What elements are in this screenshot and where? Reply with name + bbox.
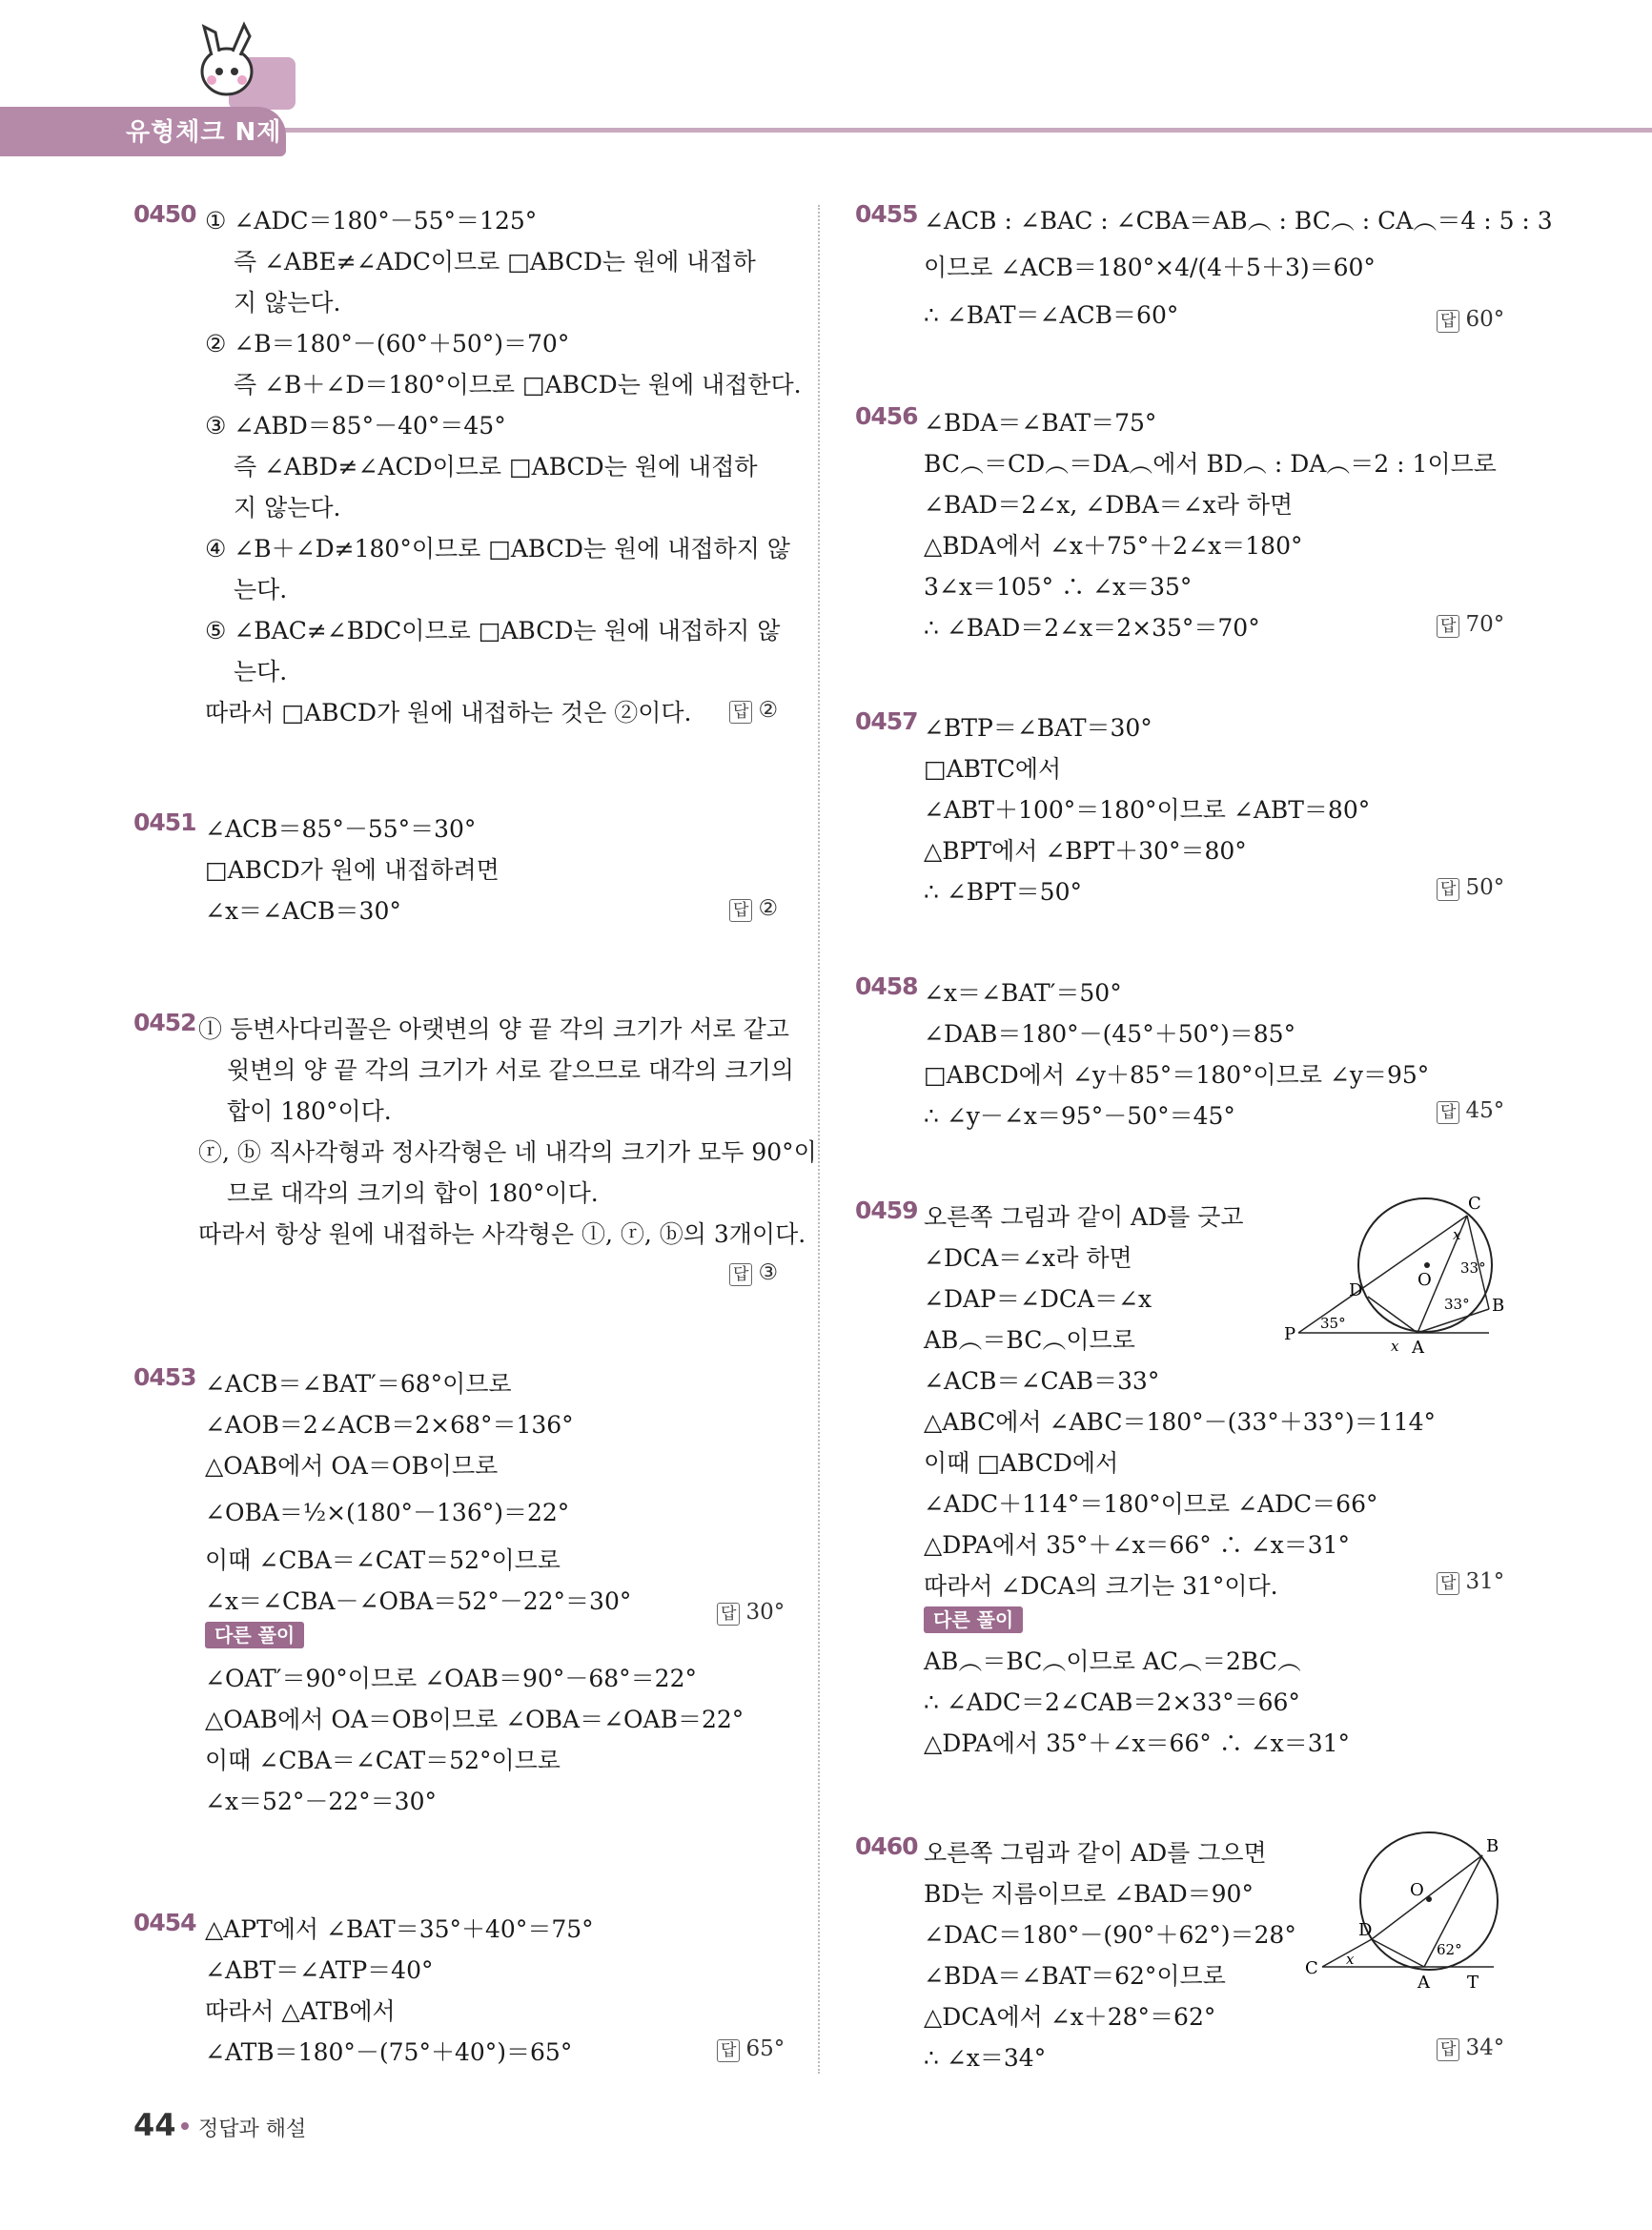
answer-box: 답 45° [1437, 1098, 1504, 1124]
solution-line: ∴ ∠BPT＝50° [924, 878, 1082, 906]
solution-line: ∠x＝∠BAT′＝50° [924, 979, 1122, 1007]
fig-label-c: C [1305, 1958, 1318, 1978]
problem-number: 0453 [133, 1363, 196, 1391]
solution-line: BC︵＝CD︵＝DA︵에서 BD︵ : DA︵＝2 : 1이므로 [924, 450, 1497, 478]
answer-box: 답 ③ [729, 1260, 778, 1286]
solution-line: ∴ ∠x＝34° [924, 2044, 1047, 2072]
circle-figure-0459 [1284, 1194, 1505, 1373]
solution-line: ∴ ∠y－∠x＝95°－50°＝45° [924, 1102, 1235, 1130]
fig-label-a: A [1412, 1338, 1424, 1358]
solution-line: ∠x＝∠ACB＝30° [205, 897, 401, 925]
solution-line: 오른쪽 그림과 같이 AD를 긋고 [924, 1203, 1244, 1231]
solution-line: ∠DCA＝∠x라 하면 [924, 1244, 1132, 1272]
page-number: 44 [133, 2107, 176, 2143]
solution-line: AB︵＝BC︵이므로 [924, 1326, 1135, 1354]
fig-label-angle-35: 35° [1320, 1315, 1346, 1332]
fig-label-angle-33-a: 33° [1460, 1259, 1486, 1277]
solution-line: 즉 ∠ABE≠∠ADC이므로 □ABCD는 원에 내접하 [234, 248, 756, 276]
fig-label-angle-33-b: 33° [1444, 1296, 1470, 1313]
problem-number: 0455 [855, 200, 918, 228]
solution-line: 합이 180°이다. [227, 1097, 392, 1125]
solution-line: 이때 ∠CBA＝∠CAT＝52°이므로 [205, 1747, 561, 1774]
solution-line: 이때 □ABCD에서 [924, 1449, 1119, 1477]
solution-line: △BPT에서 ∠BPT＋30°＝80° [924, 837, 1247, 865]
problem-number: 0450 [133, 200, 196, 228]
problem-number: 0457 [855, 707, 918, 735]
fig-label-p: P [1284, 1324, 1296, 1344]
solution-line: △DPA에서 35°＋∠x＝66° ∴ ∠x＝31° [924, 1531, 1351, 1559]
fig-label-d: D [1358, 1920, 1373, 1940]
fig-label-a: A [1417, 1973, 1430, 1993]
fig-label-d: D [1349, 1280, 1363, 1300]
solution-line: □ABCD가 원에 내접하려면 [205, 856, 500, 884]
solution-line: ∴ ∠ADC＝2∠CAB＝2×33°＝66° [924, 1688, 1300, 1716]
header-rule [267, 128, 1652, 133]
answer-box: 답 65° [717, 2036, 785, 2062]
alt-solution-badge: 다른 풀이 [205, 1622, 304, 1648]
problem-number: 0451 [133, 808, 196, 836]
solution-line: ③ ∠ABD＝85°－40°＝45° [205, 412, 506, 440]
problem-number: 0459 [855, 1197, 918, 1224]
solution-line: △DPA에서 35°＋∠x＝66° ∴ ∠x＝31° [924, 1729, 1351, 1757]
solution-line: ∠AOB＝2∠ACB＝2×68°＝136° [205, 1411, 574, 1439]
solution-line: 이므로 ∠ACB＝180°×4/(4＋5＋3)＝60° [924, 254, 1376, 281]
solution-line: ∠BTP＝∠BAT＝30° [924, 714, 1152, 742]
solution-line: ∠ACB＝85°－55°＝30° [205, 815, 477, 843]
solution-line: 윗변의 양 끝 각의 크기가 서로 같으므로 대각의 크기의 [227, 1056, 794, 1084]
fig-label-o: O [1417, 1270, 1432, 1290]
circle-figure-0460 [1303, 1831, 1503, 1993]
fig-label-b: B [1486, 1836, 1499, 1856]
solution-line: △DCA에서 ∠x＋28°＝62° [924, 2003, 1216, 2031]
solution-line: 따라서 항상 원에 내접하는 사각형은 ⓛ, ⓡ, ⓑ의 3개이다. [198, 1220, 806, 1248]
solution-line: ∴ ∠BAT＝∠ACB＝60° [924, 301, 1179, 329]
column-divider [818, 205, 820, 2074]
solution-line: ⑤ ∠BAC≠∠BDC이므로 □ABCD는 원에 내접하지 않 [205, 617, 781, 644]
solution-line: 따라서 □ABCD가 원에 내접하는 것은 ②이다. [205, 699, 692, 726]
problem-number: 0458 [855, 972, 918, 1000]
section-title: 유형체크 N제 [126, 118, 282, 147]
solution-line: ∠DAC＝180°－(90°＋62°)＝28° [924, 1921, 1296, 1949]
solution-line: ② ∠B＝180°－(60°＋50°)＝70° [205, 330, 570, 358]
solution-line: ∠DAP＝∠DCA＝∠x [924, 1285, 1152, 1313]
fig-label-x: x [1346, 1951, 1355, 1968]
solution-line: ∠DAB＝180°－(45°＋50°)＝85° [924, 1020, 1296, 1048]
problem-number: 0454 [133, 1909, 196, 1936]
answer-box: 답 ② [729, 896, 778, 922]
solution-line: AB︵＝BC︵이므로 AC︵＝2BC︵ [924, 1647, 1301, 1675]
solution-line: ∠x＝52°－22°＝30° [205, 1788, 437, 1815]
answer-box: 답 30° [717, 1600, 785, 1626]
solution-line: ∠BAD＝2∠x, ∠DBA＝∠x라 하면 [924, 491, 1294, 519]
answer-box: 답 34° [1437, 2036, 1504, 2061]
solution-line: 3∠x＝105° ∴ ∠x＝35° [924, 573, 1193, 601]
solution-line: 지 않는다. [234, 494, 341, 522]
footer-bullet [181, 2122, 189, 2130]
solution-line: ① ∠ADC＝180°－55°＝125° [205, 207, 538, 235]
solution-line: 므로 대각의 크기의 합이 180°이다. [227, 1179, 599, 1207]
solution-line: ∠ABT＝∠ATP＝40° [205, 1956, 434, 1984]
solution-line: ∠ACB＝∠CAB＝33° [924, 1367, 1160, 1395]
fig-label-c: C [1468, 1194, 1481, 1214]
fig-label-o: O [1410, 1880, 1424, 1900]
fig-label-x-bottom: x [1391, 1338, 1399, 1355]
solution-line: 따라서 ∠DCA의 크기는 31°이다. [924, 1572, 1278, 1600]
answer-box: 답 50° [1437, 875, 1504, 901]
answer-box: 답 60° [1437, 307, 1504, 333]
fig-label-b: B [1492, 1296, 1505, 1316]
rabbit-mascot-icon [191, 19, 296, 119]
footer-section-title: 정답과 해설 [198, 2117, 307, 2141]
alt-solution-badge: 다른 풀이 [924, 1606, 1023, 1633]
solution-line: ⓛ 등변사다리꼴은 아랫변의 양 끝 각의 크기가 서로 같고 [198, 1015, 789, 1043]
solution-line: ④ ∠B＋∠D≠180°이므로 □ABCD는 원에 내접하지 않 [205, 535, 790, 563]
solution-line: ∠OBA＝½×(180°－136°)＝22° [205, 1499, 570, 1526]
solution-line: 이때 ∠CBA＝∠CAT＝52°이므로 [205, 1546, 561, 1574]
fig-label-t: T [1467, 1973, 1479, 1993]
solution-line: ∠ACB : ∠BAC : ∠CBA＝AB︵ : BC︵ : CA︵＝4 : 5 : 3 [924, 207, 1553, 235]
solution-line: ∴ ∠BAD＝2∠x＝2×35°＝70° [924, 614, 1260, 642]
answer-box: 답 ② [729, 698, 778, 724]
solution-line: ∠ABT＋100°＝180°이므로 ∠ABT＝80° [924, 796, 1371, 824]
solution-line: 지 않는다. [234, 289, 341, 317]
solution-line: ∠BDA＝∠BAT＝62°이므로 [924, 1962, 1226, 1990]
solution-line: □ABTC에서 [924, 755, 1062, 783]
problem-number: 0456 [855, 402, 918, 430]
solution-line: 오른쪽 그림과 같이 AD를 그으면 [924, 1839, 1267, 1867]
solution-line: 는다. [234, 576, 288, 604]
fig-label-x-top: x [1453, 1226, 1461, 1243]
solution-line: ∠OAT′＝90°이므로 ∠OAB＝90°－68°＝22° [205, 1665, 697, 1692]
solution-line: ⓡ, ⓑ 직사각형과 정사각형은 네 내각의 크기가 모두 90°이 [198, 1138, 817, 1166]
solution-line: 따라서 △ATB에서 [205, 1997, 396, 2025]
solution-line: 즉 ∠B＋∠D＝180°이므로 □ABCD는 원에 내접한다. [234, 371, 802, 399]
answer-box: 답 70° [1437, 612, 1504, 638]
solution-line: △OAB에서 OA＝OB이므로 [205, 1452, 499, 1480]
solution-line: △APT에서 ∠BAT＝35°＋40°＝75° [205, 1915, 594, 1943]
solution-line: △OAB에서 OA＝OB이므로 ∠OBA＝∠OAB＝22° [205, 1706, 744, 1733]
solution-line: ∠BDA＝∠BAT＝75° [924, 409, 1157, 437]
solution-line: □ABCD에서 ∠y＋85°＝180°이므로 ∠y＝95° [924, 1061, 1430, 1089]
solution-line: ∠x＝∠CBA－∠OBA＝52°－22°＝30° [205, 1587, 632, 1615]
answer-box: 답 31° [1437, 1569, 1504, 1595]
solution-line: △ABC에서 ∠ABC＝180°－(33°＋33°)＝114° [924, 1408, 1437, 1436]
solution-line: 는다. [234, 658, 288, 685]
solution-line: ∠ACB＝∠BAT′＝68°이므로 [205, 1370, 512, 1398]
solution-line: BD는 지름이므로 ∠BAD＝90° [924, 1880, 1254, 1908]
solution-line: ∠ATB＝180°－(75°＋40°)＝65° [205, 2038, 573, 2066]
solution-line: △BDA에서 ∠x＋75°＋2∠x＝180° [924, 532, 1303, 560]
solution-line: 즉 ∠ABD≠∠ACD이므로 □ABCD는 원에 내접하 [234, 453, 758, 481]
fig-label-angle-62: 62° [1437, 1941, 1462, 1958]
problem-number: 0452 [133, 1009, 196, 1036]
solution-line: ∠ADC＋114°＝180°이므로 ∠ADC＝66° [924, 1490, 1378, 1518]
problem-number: 0460 [855, 1832, 918, 1860]
